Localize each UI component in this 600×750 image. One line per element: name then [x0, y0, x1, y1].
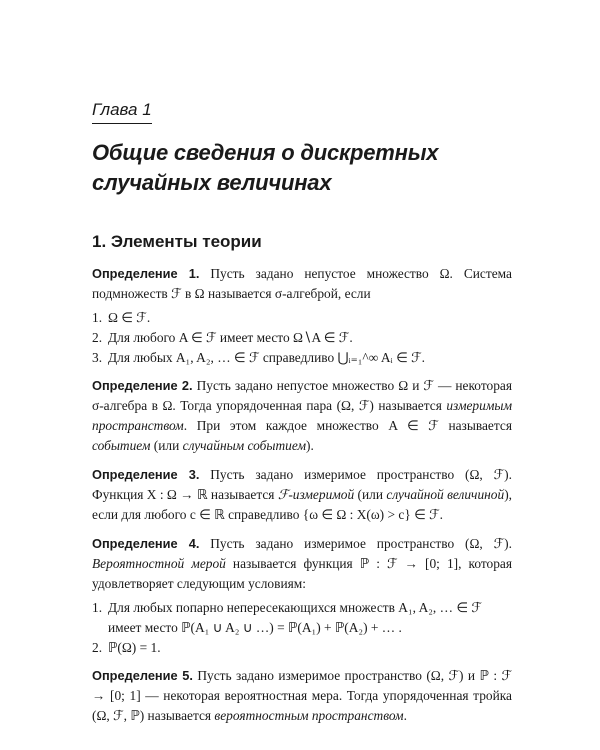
- list-item-text: Для любых попарно непересекающихся множеств A₁, A₂, … ∈ ℱ имеет место ℙ(A₁ ∪ A₂ ∪ …) = ℙ(A₁) + ℙ(A₂) + … .: [108, 600, 482, 635]
- definition-term: Вероятностной мерой: [92, 556, 226, 571]
- definition-text: Пусть задано измеримое пространство (Ω, ℱ). Функция X : Ω → ℝ называется: [92, 467, 512, 502]
- list-item-text: ℙ(Ω) = 1.: [108, 640, 161, 655]
- definition-text: называется функция ℙ : ℱ → [0; 1], которая удовлетворяет следующим условиям:: [92, 556, 513, 591]
- list-item: [92, 638, 512, 658]
- definition-4: [92, 534, 512, 594]
- list-item-number: 1.: [92, 310, 103, 325]
- list-item-text: Ω ∈ ℱ.: [108, 310, 151, 325]
- definition-text: Пусть задано измеримое пространство (Ω, ℱ) и ℙ : ℱ → [0; 1] — некоторая вероятностная мера. Тогда упорядоченная тройка (Ω, ℱ, ℙ) называется: [92, 668, 512, 723]
- list-item-number: 3.: [92, 350, 103, 365]
- definition-5: [92, 666, 512, 726]
- definition-text: .: [403, 708, 407, 723]
- chapter-title: [92, 138, 512, 198]
- definition-3: [92, 465, 512, 525]
- chapter-label: Глава 1: [92, 100, 152, 124]
- chapter-title-line-1: Общие сведения о дискретных: [92, 140, 439, 165]
- definition-term: случайной величиной: [386, 487, 505, 502]
- list-item: [92, 308, 512, 328]
- definition-label: Определение 5.: [92, 668, 193, 683]
- definition-text: ), если для любого c ∈ ℝ справедливо {ω ∈ Ω : X(ω) > c} ∈ ℱ.: [92, 487, 512, 522]
- definition-term: событием: [92, 438, 151, 453]
- definition-text: ).: [306, 438, 314, 453]
- list-item-number: 1.: [92, 600, 103, 615]
- definition-label: Определение 3.: [92, 467, 200, 482]
- list-item: [92, 348, 512, 368]
- list-item-text: Для любых A₁, A₂, … ∈ ℱ справедливо ⋃ᵢ₌₁^∞ Aᵢ ∈ ℱ.: [108, 350, 425, 365]
- definition-term: случайным событием: [182, 438, 307, 453]
- list-item: [92, 328, 512, 348]
- list-item-number: 2.: [92, 640, 103, 655]
- definition-text: Пусть задано измеримое пространство (Ω, ℱ).: [210, 536, 512, 551]
- definition-text: . При этом каждое множество A ∈ ℱ называется: [183, 418, 512, 433]
- definition-1-conditions: [92, 308, 512, 368]
- definition-4-conditions: [92, 598, 512, 658]
- definition-label: Определение 2.: [92, 378, 193, 393]
- list-item-text: Для любого A ∈ ℱ имеет место Ω∖A ∈ ℱ.: [108, 330, 353, 345]
- definition-label: Определение 1.: [92, 266, 200, 281]
- definition-2: [92, 376, 512, 456]
- definition-text: Пусть задано непустое множество Ω. Система подмножеств ℱ в Ω называется σ-алгеброй, если: [92, 266, 512, 301]
- definition-text: Пусть задано непустое множество Ω и ℱ — некоторая σ-алгебра в Ω. Тогда упорядоченная пара (Ω, ℱ) называется: [92, 378, 512, 413]
- section-heading: 1. Элементы теории: [92, 232, 262, 251]
- definition-1: [92, 264, 512, 304]
- page-content: [92, 100, 512, 735]
- definition-label: Определение 4.: [92, 536, 200, 551]
- definition-text: (или: [150, 438, 183, 453]
- definition-term: вероятностным пространством: [214, 708, 404, 723]
- list-item-number: 2.: [92, 330, 103, 345]
- list-item: [92, 598, 512, 638]
- definition-text: (или: [354, 487, 387, 502]
- definition-term: ℱ-измеримой: [277, 487, 355, 502]
- chapter-title-line-2: случайных величинах: [92, 170, 332, 195]
- definition-term: измеримым пространством: [92, 398, 512, 433]
